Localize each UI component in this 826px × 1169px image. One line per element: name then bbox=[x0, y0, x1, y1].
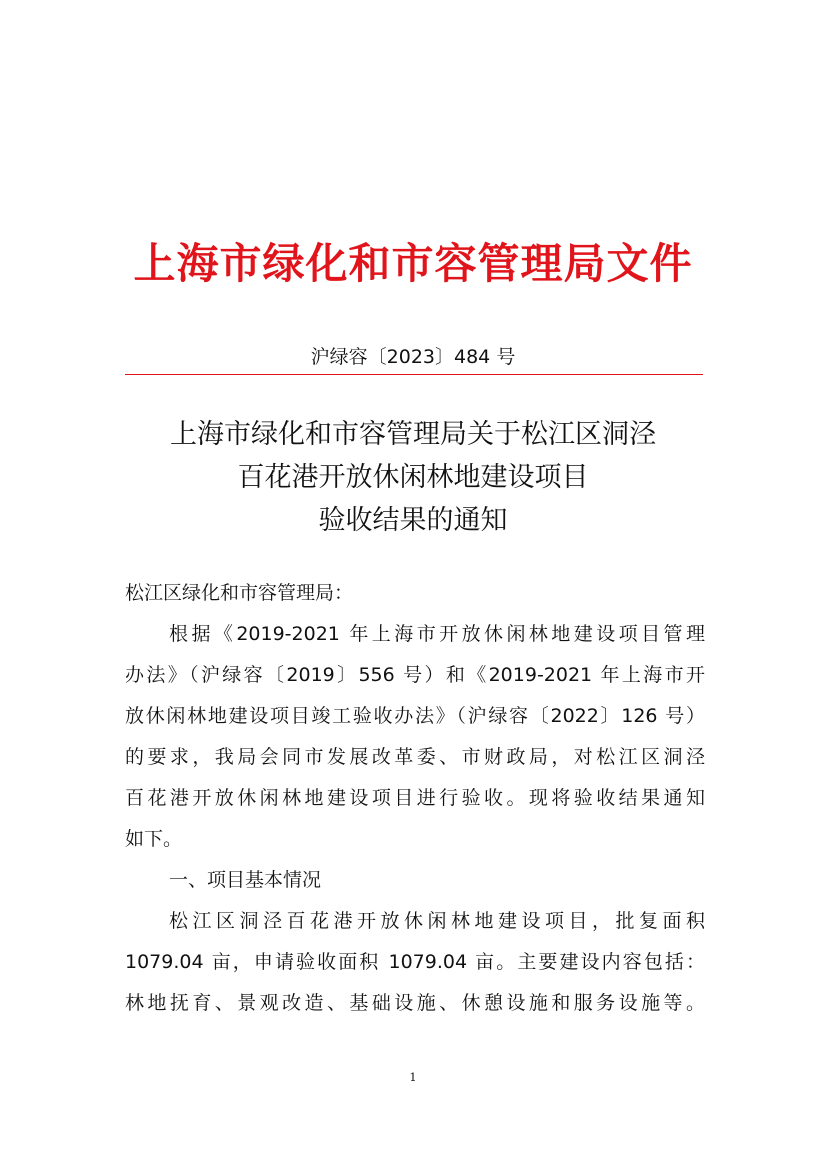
paragraph-line: 办法》（沪绿容〔2019〕556 号）和《2019-2021 年上海市开 bbox=[125, 664, 705, 686]
page-number: 1 bbox=[409, 1071, 417, 1084]
document-title-line: 上海市绿化和市容管理局关于松江区洞泾 bbox=[170, 419, 656, 450]
section-heading: 一、项目基本情况 bbox=[169, 869, 322, 891]
paragraph-line: 1079.04 亩，申请验收面积 1079.04 亩。主要建设内容包括： bbox=[125, 951, 705, 973]
paragraph-line: 百花港开放休闲林地建设项目进行验收。现将验收结果通知 bbox=[125, 787, 705, 809]
document-title-line: 百花港开放休闲林地建设项目 bbox=[237, 462, 589, 493]
document-title bbox=[0, 413, 826, 542]
addressee: 松江区绿化和市容管理局： bbox=[125, 582, 354, 604]
paragraph-line: 如下。 bbox=[125, 828, 183, 850]
header-title: 上海市绿化和市容管理局文件 bbox=[133, 239, 693, 288]
paragraph-line: 松江区洞泾百花港开放休闲林地建设项目，批复面积 bbox=[169, 910, 705, 932]
paragraph-line: 林地抚育、景观改造、基础设施、休憩设施和服务设施等。 bbox=[125, 992, 705, 1014]
paragraph-line: 的要求，我局会同市发展改革委、市财政局，对松江区洞泾 bbox=[125, 746, 705, 768]
paragraph-line: 放休闲林地建设项目竣工验收办法》（沪绿容〔2022〕126 号） bbox=[125, 705, 705, 727]
document-number: 沪绿容〔2023〕484 号 bbox=[310, 346, 516, 368]
document-body bbox=[125, 573, 705, 1024]
red-divider-line bbox=[125, 374, 703, 375]
paragraph-line: 根据《2019-2021 年上海市开放休闲林地建设项目管理 bbox=[169, 623, 705, 645]
document-title-line: 验收结果的通知 bbox=[318, 505, 508, 536]
